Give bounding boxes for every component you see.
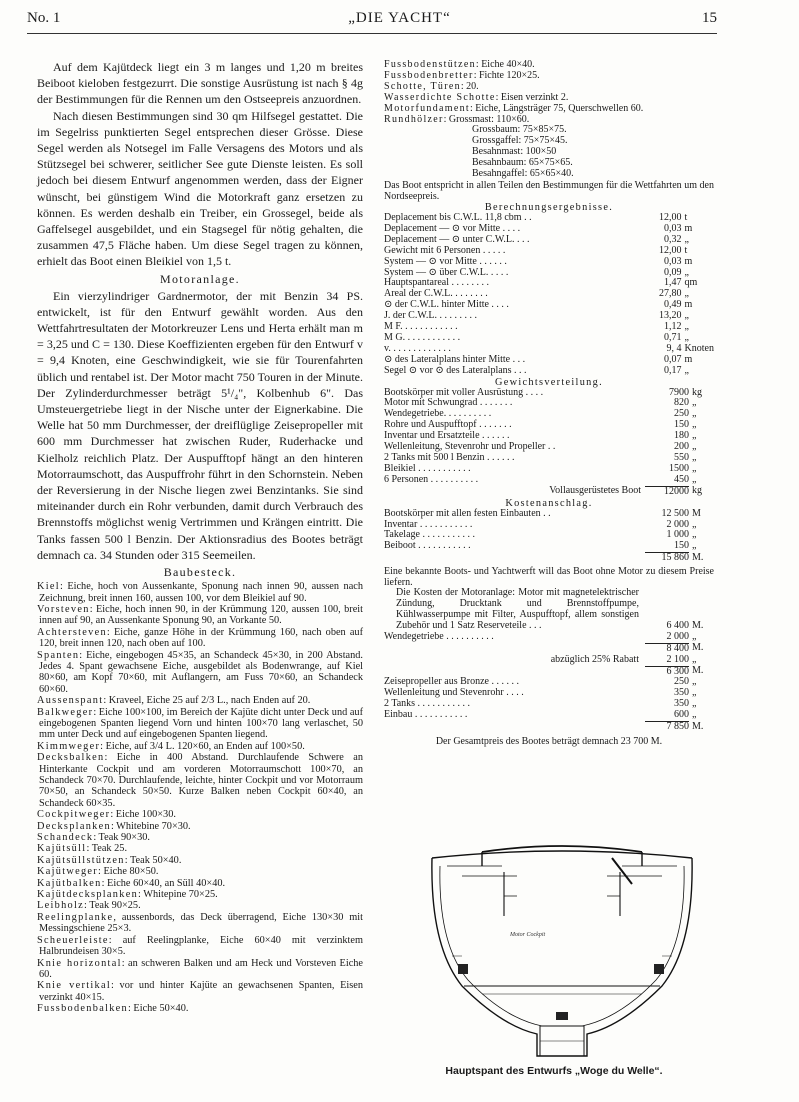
calc-row-value: 13,20 bbox=[659, 310, 682, 322]
discount-row-unit: „ bbox=[692, 653, 697, 665]
spec-item-term: Wasserdichte Schotte bbox=[384, 91, 496, 103]
calc-row-unit: „ bbox=[684, 331, 689, 343]
right-column bbox=[384, 60, 714, 747]
spar-item: Besahngaffel: 65×65×40. bbox=[472, 168, 574, 180]
spec-item bbox=[37, 604, 363, 627]
spec-item-term: Kajütdecksplanken bbox=[37, 889, 139, 901]
calc-row-value: 0,49 bbox=[664, 299, 682, 311]
motor-cost-row-label: Die Kosten der Motoranlage: Motor mit magnetelektrischer Zündung, Drucktank und Brennstoffpumpe, Kühlwasserpumpe mit Filter, Auspufftopf, allem sonstigen Zubehör und 1 Satz Reserveteile . . . bbox=[396, 587, 639, 631]
hull-section-drawing bbox=[422, 836, 702, 1061]
spec-item-text: : Teak 90×30. bbox=[93, 832, 150, 844]
spec-item-term: Cockpitweger bbox=[37, 809, 111, 821]
spec-item-text: : Eisen verzinkt 2. bbox=[495, 91, 569, 103]
calc-row-unit: m bbox=[684, 353, 693, 365]
spec-item bbox=[37, 650, 363, 696]
calc-row-value: 0,03 bbox=[664, 222, 682, 234]
spec-item-text: : Teak 25. bbox=[86, 843, 128, 855]
weight-row-label: 2 Tanks mit 500 l Benzin . . . . . . bbox=[384, 452, 515, 463]
spec-item-term: Fussbodenstützen bbox=[384, 59, 476, 70]
weight-row-label: Inventar und Ersatzteile . . . . . . bbox=[384, 430, 510, 442]
spec-item-term: Leibholz bbox=[37, 900, 84, 912]
paragraph-hilfsegel: Nach diesen Bestimmungen sind 30 qm Hilfsegel gestattet. Die im Segelriss punktierten Segel entsprechen dieser Grösse. Diese Segel werden als Notsegel im Falle Versagens des Motors und als Stützsegel bei schwerer, seitlicher See gute Dienste leisten. Es soll jedoch bei diesem Entwurf angenommen werden, dass der Eigner wünscht, bei günstigem Wind die Motorkraft ganz ersetzen zu können. Es werden deshalb ein Treiber, ein Grossegel, beide als Gaffelsegel ausgebildet, und ein Stagsegel für nötig gehalten, die zusammen 47,5 Fläche haben. Um diese Segel tragen zu können, erhielt das Boot einen Bleikiel von 1,5 t. bbox=[37, 108, 363, 269]
spec-item-term: Schandeck bbox=[37, 832, 94, 844]
extra-cost-row-value: 250 bbox=[674, 676, 689, 688]
spec-item-text: : Whitebine 70×30. bbox=[110, 820, 191, 832]
extra-cost-row-value: 350 bbox=[674, 687, 689, 699]
spec-item-text: : Whitepine 70×25. bbox=[138, 889, 218, 901]
motor-cost-row-value: 6 400 bbox=[666, 619, 689, 631]
total-motor-row bbox=[384, 722, 714, 733]
calc-row-label: v. . . . . . . . . . . . . bbox=[384, 342, 451, 354]
calc-row-value: 27,80 bbox=[659, 288, 682, 300]
left-column bbox=[37, 59, 363, 1015]
calc-row-label: Areal der C.W.L. . . . . . . . bbox=[384, 288, 488, 300]
spec-item-text: : Eiche 100×100, im Bereich der Kajüte dicht unter Deck und auf eingebogenen Spanten liegend Vorn und hinten 100×70 lang verlaschet, 50 mm unter Deck und auf eingebogenen Spanten liegend. bbox=[39, 706, 363, 741]
spec-item-text: : Eiche 40×40. bbox=[475, 59, 535, 70]
figure-caption: Hauptspant des Entwurfs „Woge du Welle“. bbox=[445, 1065, 663, 1077]
weight-row-unit: „ bbox=[692, 441, 697, 453]
drawing-label: Motor Cockpit bbox=[510, 932, 546, 938]
extra-cost-row-value: 600 bbox=[645, 710, 689, 721]
spec-item bbox=[37, 878, 363, 889]
deck-line bbox=[432, 851, 692, 858]
gear-cost-row-unit: „ bbox=[692, 630, 697, 642]
weight-row-label: Wellenleitung, Stevenrohr und Propeller . . bbox=[384, 441, 556, 453]
weight-table bbox=[384, 388, 714, 498]
weight-row-value: 180 bbox=[674, 430, 689, 442]
spec-item bbox=[37, 958, 363, 981]
spec-item-text: : Eiche 80×50. bbox=[98, 866, 159, 878]
weight-row-unit: kg bbox=[692, 386, 702, 398]
total-motor-row-unit: M. bbox=[692, 720, 704, 732]
spec-item bbox=[37, 707, 363, 741]
spec-item-text: : Eiche, Längsträger 75, Querschwellen 60. bbox=[469, 102, 644, 114]
calc-row-value: 0,71 bbox=[664, 331, 682, 343]
spec-item-text: : Eiche, auf 3/4 L. 120×60, an Enden auf 100×50. bbox=[100, 740, 305, 752]
weight-row-label: 6 Personen . . . . . . . . . . bbox=[384, 473, 479, 485]
spec-item-text: : Fichte 120×25. bbox=[473, 69, 540, 81]
spec-item bbox=[37, 935, 363, 958]
calc-row-label: Deplacement bis C.W.L. 11,8 cbm . . bbox=[384, 211, 532, 223]
spec-item-text: : Eiche, eingebogen 45×35, an Schandeck 45×30, in 200 Abstand. Jedes 4. Spant gewachsene Eiche, ausgebildet als Bodenwrange, auf Kiel 80×60, am Kopf 70×60, mit Auflangern, am Fuss 70×60, an Schandeck 60×60. bbox=[39, 649, 363, 695]
calc-row-value: 0,03 bbox=[664, 255, 682, 267]
cost-row bbox=[384, 509, 714, 520]
spec-item bbox=[37, 809, 363, 820]
calc-row-label: J. der C.W.L. . . . . . . . . bbox=[384, 310, 477, 322]
hull-inner-line bbox=[440, 866, 684, 1026]
spec-item-term: Kajütsüll bbox=[37, 843, 87, 855]
extra-cost-row bbox=[384, 710, 714, 721]
paragraph-gesamtpreis: Der Gesamtpreis des Bootes beträgt demnach 23 700 M. bbox=[435, 735, 663, 747]
spec-item-text: : Eiche, hoch von Aussenkante, Sponung nach innen 90, aussen nach Zeichnung, breit innen 160, aussen 100, vor dem Bleikiel auf 90. bbox=[39, 581, 363, 604]
spec-item-term: Achtersteven bbox=[37, 626, 107, 638]
weight-row-label: Wendegetriebe. . . . . . . . . . bbox=[384, 408, 492, 420]
weight-row-unit: „ bbox=[692, 408, 697, 420]
calc-row-value: 0,07 bbox=[664, 353, 682, 365]
spec-item bbox=[37, 627, 363, 650]
spec-item-term: Fussbodenbretter bbox=[384, 69, 474, 81]
calc-row-label: ⊙ des Lateralplans hinter Mitte . . . bbox=[384, 353, 526, 365]
spec-item-term: Balkweger bbox=[37, 706, 94, 718]
extra-cost-row-unit: „ bbox=[692, 687, 697, 699]
section-title-motoranlage: Motoranlage. bbox=[160, 271, 240, 286]
discount-row-value: 2 100 bbox=[645, 655, 689, 666]
weight-row-label: Bleikiel . . . . . . . . . . . bbox=[384, 462, 471, 474]
spec-item bbox=[37, 912, 363, 935]
weight-row-unit: „ bbox=[692, 430, 697, 442]
weight-row-label: Bootskörper mit voller Ausrüstung . . . . bbox=[384, 386, 544, 398]
cost-row-label: Bootskörper mit allen festen Einbauten . . bbox=[384, 507, 551, 519]
subtotal-row-unit: M. bbox=[692, 642, 704, 654]
calc-row-value: 1,12 bbox=[664, 321, 682, 333]
calc-row-value: 1,47 bbox=[664, 277, 682, 289]
total-motor-row-label bbox=[384, 722, 645, 733]
subtotal-row bbox=[384, 643, 714, 654]
discount-row-label: abzüglich 25% Rabatt bbox=[550, 653, 639, 665]
hull-section-svg bbox=[422, 836, 702, 1061]
cost-total-row bbox=[384, 553, 714, 564]
weight-row-unit: „ bbox=[692, 452, 697, 463]
cost-row-unit: „ bbox=[692, 518, 697, 530]
spec-item-text: : Eiche 60×40, an Süll 40×40. bbox=[101, 877, 226, 889]
spec-item-term: Fussbodenbalken bbox=[37, 1003, 128, 1015]
spec-item bbox=[37, 855, 363, 866]
cost-row bbox=[384, 541, 714, 552]
spec-item-text: : Eiche, hoch innen 90, in der Krümmung 120, aussen 100, breit innen auf 90, an Aussenkante Sponung 90, an Vorkante 50. bbox=[39, 603, 363, 627]
spec-item-text: : Kraveel, Eiche 25 auf 2/3 L., nach Enden auf 20. bbox=[103, 695, 311, 707]
spec-item-text: : Grossmast: 110×60. bbox=[443, 113, 530, 125]
spec-item-term: Kajütsüllstützen bbox=[37, 854, 125, 866]
weight-row-value: 820 bbox=[674, 397, 689, 409]
weight-row-value: 550 bbox=[674, 452, 689, 463]
cost-row-unit: „ bbox=[692, 540, 697, 552]
spec-item-term: Kiel bbox=[37, 581, 60, 593]
spec-item-text: : 20. bbox=[460, 80, 479, 92]
spec-item-term: Kajütweger bbox=[37, 866, 99, 878]
weight-row-value: 150 bbox=[674, 419, 689, 431]
weight-total-label: Vollausgerüstetes Boot bbox=[549, 485, 641, 497]
calc-row-value: 0,17 bbox=[664, 364, 682, 376]
weight-row-value: 450 bbox=[645, 475, 689, 486]
spec-item-term: Reelingplanke bbox=[37, 911, 114, 923]
gear-cost-row bbox=[384, 632, 714, 643]
issue-number: No. 1 bbox=[27, 10, 61, 26]
spec-item-text: : Teak 50×40. bbox=[124, 854, 182, 866]
calc-row-label: Segel ⊙ vor ⊙ des Lateralplans . . . bbox=[384, 364, 527, 376]
calc-row-label: System — ⊙ vor Mitte . . . . . . bbox=[384, 255, 507, 267]
weight-row-unit: „ bbox=[692, 473, 697, 485]
subtotal2-row-unit: M. bbox=[692, 665, 704, 676]
spec-item-text: , aussenbords, das Deck überragend, Eiche 130×30 mit Messingschiene 25×3. bbox=[39, 911, 363, 935]
weight-row-value: 200 bbox=[674, 441, 689, 453]
header-rule bbox=[27, 33, 717, 34]
page-number: 15 bbox=[702, 10, 717, 26]
calc-row-value: 0,09 bbox=[664, 266, 682, 278]
cost-row-unit: „ bbox=[692, 529, 697, 541]
cost-table bbox=[384, 509, 714, 565]
spar-item: Besahnbaum: 65×75×65. bbox=[472, 157, 573, 169]
extra-cost-row-unit: „ bbox=[692, 709, 697, 721]
calc-row-value: 12,00 bbox=[659, 244, 682, 256]
spec-item bbox=[37, 581, 363, 604]
spec-item-term: Knie vertikal bbox=[37, 980, 112, 992]
spec-item bbox=[37, 832, 363, 843]
spec-item-term: Kimmweger bbox=[37, 740, 101, 752]
extra-cost-row-label: Einbau . . . . . . . . . . . bbox=[384, 709, 468, 721]
weight-total-unit: kg bbox=[692, 485, 702, 497]
calc-row-label: M F. . . . . . . . . . . . bbox=[384, 321, 458, 333]
gear-cost-row-label: Wendegetriebe . . . . . . . . . . bbox=[384, 630, 494, 642]
calculation-table bbox=[384, 213, 714, 377]
spec-item bbox=[37, 741, 363, 752]
spec-list-continued bbox=[384, 60, 714, 125]
weight-row-value: 1500 bbox=[669, 462, 689, 474]
journal-title: „DIE YACHT“ bbox=[348, 10, 451, 26]
spec-item bbox=[37, 752, 363, 809]
cost-row-value: 150 bbox=[645, 541, 689, 552]
extra-cost-row-unit: „ bbox=[692, 698, 697, 710]
weight-row-label: Rohre und Auspufftopf . . . . . . . bbox=[384, 419, 512, 431]
section-title-baubesteck: Baubesteck. bbox=[163, 565, 237, 580]
paragraph-nordseepreis: Das Boot entspricht in allen Teilen den Bestimmungen für die Wettfahrten um den Nordseepreis. bbox=[384, 179, 714, 202]
calc-row-label: System — ⊙ über C.W.L. . . . . bbox=[384, 266, 509, 278]
spec-item bbox=[37, 695, 363, 706]
spec-item bbox=[37, 843, 363, 854]
cost-row-value: 2 000 bbox=[666, 518, 689, 530]
spec-item-term: Knie horizontal bbox=[37, 957, 122, 969]
extra-cost-row-value: 350 bbox=[674, 698, 689, 710]
calc-row-unit: m bbox=[684, 299, 693, 311]
spec-item-term: Scheuerleiste bbox=[37, 934, 109, 946]
baubesteck-list bbox=[37, 581, 363, 1014]
calc-row-label: Gewicht mit 6 Personen . . . . . bbox=[384, 244, 506, 256]
cost-row-value: 1 000 bbox=[666, 529, 689, 541]
spec-item-text: : Eiche in 400 Abstand. Durchlaufende Schwere an Hinterkante Cockpit und am vorderen Motorraumschott 100×70, an Schandeck 70×70. Durchlaufende, leichte, hinter Cockpit und vor Motorraum 70×50, an Schandeck 50×50. Kurze Balken neben Cockpit 60×40, an Schandeck 60×35. bbox=[39, 752, 363, 809]
extra-cost-row-label: Wellenleitung und Stevenrohr . . . . bbox=[384, 687, 524, 699]
spec-item-term: Decksplanken bbox=[37, 820, 111, 832]
weight-row-label: Motor mit Schwungrad . . . . . . . bbox=[384, 397, 513, 409]
calc-row bbox=[384, 246, 714, 257]
extra-cost-row-unit: „ bbox=[692, 676, 697, 688]
calc-row-unit: „ bbox=[684, 266, 689, 278]
spec-item-text: : Eiche 100×30. bbox=[110, 809, 176, 821]
spar-item: Besahnmast: 100×50 bbox=[472, 146, 557, 158]
section-title-gewicht: Gewichtsverteilung. bbox=[495, 376, 603, 388]
calc-row-unit: qm bbox=[684, 277, 698, 289]
calc-row bbox=[384, 366, 714, 377]
calc-row bbox=[384, 257, 714, 268]
calc-row-value: 12,00 bbox=[659, 211, 682, 223]
spec-item-text: : auf Reelingplanke, Eiche 60×40 mit verzinktem Halbrundeisen 30×5. bbox=[39, 934, 363, 958]
weight-row-unit: „ bbox=[692, 419, 697, 431]
weight-row-value: 250 bbox=[674, 408, 689, 420]
cost-row-unit: M bbox=[692, 507, 701, 519]
cost-row-label: Beiboot . . . . . . . . . . . bbox=[384, 540, 471, 552]
section-title-berechnung: Berechnungsergebnisse. bbox=[484, 201, 614, 213]
page-header bbox=[0, 10, 799, 32]
spec-item bbox=[37, 1003, 363, 1014]
cost-row-label: Takelage . . . . . . . . . . . bbox=[384, 529, 475, 541]
calc-row-label: ⊙ der C.W.L. hinter Mitte . . . . bbox=[384, 299, 509, 311]
cost-total-spacer bbox=[384, 553, 645, 564]
paragraph-motor: Ein vierzylindriger Gardnermotor, der mit Benzin 34 PS. entwickelt, ist für den Entwurf gewählt worden. Aus den Wettfahrtresultaten der Motorkreuzer Lens und Herta erhält man m = 3,25 und C = 130. Diese Koeffizienten ergeben für den Entwurf v = 9,4 Knoten, eine Geschwindigkeit, wie sie für Tourenfahrten üblich und rentabel ist. Der Motor macht 750 Touren in der Minute. Der Zylinderdurchmesser beträgt 5¹/₄", Kolbenhub 6". Das Umsteuergetriebe liegt in der Nische unter der Eignerkabine. Die Welle hat 50 mm Durchmesser, der dreiflüglige Zeisepropeller mit 600 mm Durchmesser hat zwischen Ruder, Ruderhacke und Kielholz reichlich Platz. Der Auspufftopf hängt an den hinteren Motorraumschott, das Auspuffrohr führt in den Schornstein. Neben der Reversierung in der Nische liegen zwei Benzintanks. Sie sind miteinander durch ein Rohr verbunden, damit durch Verbrauch des Brennstoffs möglichst wenig Vertrimmen und Krängen eintritt. Die Tanks fassen 500 l Benzin. Der Aktionsradius des Bootes beträgt demnach ca. 34 Stunden oder 315 Seemeilen. bbox=[37, 288, 363, 562]
total-motor-row-value: 7 850 bbox=[666, 721, 689, 733]
spec-item-text: : Eiche, ganze Höhe in der Krümmung 160, nach oben auf 120, breit innen 120, nach oben auf 100. bbox=[39, 626, 363, 650]
cost-row-label: Inventar . . . . . . . . . . . bbox=[384, 518, 473, 530]
spec-item-term: Vorsteven bbox=[37, 603, 90, 615]
spec-item-term: Kajütbalken bbox=[37, 877, 102, 889]
paragraph-werft: Eine bekannte Boots- und Yachtwerft will das Boot ohne Motor zu diesem Preise liefern. bbox=[384, 566, 714, 589]
motor-cost-row bbox=[384, 588, 714, 632]
calc-row-unit: m bbox=[684, 222, 693, 234]
spec-item-term: Decksbalken bbox=[37, 752, 105, 764]
spar-item: Grossbaum: 75×85×75. bbox=[472, 124, 567, 136]
motor-cost-table bbox=[384, 588, 714, 733]
calc-row-unit: t bbox=[684, 244, 688, 256]
motor-cost-row-unit: M. bbox=[692, 619, 704, 631]
gear-cost-row-value: 2 000 bbox=[645, 632, 689, 643]
weight-row-value: 7900 bbox=[669, 386, 689, 398]
subtotal-row-label bbox=[384, 643, 645, 654]
calc-row-unit: „ bbox=[684, 310, 689, 322]
section-title-kosten: Kostenanschlag. bbox=[505, 497, 593, 509]
calc-row-label: M G. . . . . . . . . . . . bbox=[384, 331, 461, 343]
spec-item-text: : Teak 90×25. bbox=[84, 900, 141, 912]
weight-row-unit: „ bbox=[692, 462, 697, 474]
spec-item bbox=[37, 900, 363, 911]
paragraph-beiboot: Auf dem Kajütdeck liegt ein 3 m langes und 1,20 m breites Beiboot kieloben festgezurrt. Die sonstige Ausrüstung ist nach § 4g der Bestimmungen für die Rennen um den Ostseepreis anzuordnen. bbox=[37, 60, 363, 107]
spec-item-text: : vor und hinter Kajüte an gewachsenen Spanten, Eisen verzinkt 40×15. bbox=[39, 980, 363, 1003]
calc-row-unit: „ bbox=[684, 288, 689, 300]
subtotal-row-value: 8 400 bbox=[666, 642, 689, 654]
spec-item-term: Spanten bbox=[37, 649, 80, 661]
spec-item-term: Motorfundament bbox=[384, 102, 470, 114]
calc-row-label: Hauptspantareal . . . . . . . . bbox=[384, 277, 489, 289]
spec-item-term: Aussenspant bbox=[37, 695, 104, 707]
cost-total-unit: M. bbox=[692, 551, 704, 563]
spec-item-text: : an schweren Balken und am Heck und Vorsteven Eiche 60. bbox=[39, 957, 363, 980]
spec-item bbox=[37, 889, 363, 900]
subtotal2-row-value: 6 300 bbox=[666, 665, 689, 677]
calc-row-unit: t bbox=[684, 211, 688, 223]
spec-item bbox=[37, 866, 363, 877]
spec-item-term: Schotte, Türen bbox=[384, 80, 461, 92]
calc-row-label: Deplacement — ⊙ unter C.W.L. . . . bbox=[384, 233, 530, 245]
calc-row-label: Deplacement — ⊙ vor Mitte . . . . bbox=[384, 222, 521, 234]
calc-row-value: 0,32 bbox=[664, 233, 682, 245]
cost-total-value: 15 860 bbox=[661, 552, 689, 564]
calc-row-value: 9, 4 bbox=[666, 342, 682, 354]
weight-total-value: 12000 bbox=[664, 485, 689, 497]
weight-row-unit: „ bbox=[692, 397, 697, 409]
spec-item-text: : Eiche 50×40. bbox=[128, 1003, 189, 1015]
weight-total-row bbox=[384, 486, 714, 497]
extra-cost-row-label: 2 Tanks . . . . . . . . . . . bbox=[384, 698, 471, 710]
spec-item bbox=[37, 980, 363, 1003]
discount-row bbox=[384, 655, 714, 666]
calc-row-unit: m bbox=[684, 255, 693, 267]
extra-cost-row-label: Zeisepropeller aus Bronze . . . . . . bbox=[384, 676, 519, 688]
spar-list bbox=[384, 125, 714, 180]
calc-row-unit: Knoten bbox=[684, 342, 714, 354]
spec-item-term: Rundhölzer bbox=[384, 113, 444, 125]
calc-row-unit: „ bbox=[684, 364, 689, 376]
spar-item: Grossgaffel: 75×75×45. bbox=[472, 135, 568, 147]
calc-row-unit: „ bbox=[684, 233, 689, 245]
spec-item bbox=[37, 821, 363, 832]
cost-row-value: 12 500 bbox=[661, 507, 689, 519]
calc-row-unit: „ bbox=[684, 321, 689, 333]
